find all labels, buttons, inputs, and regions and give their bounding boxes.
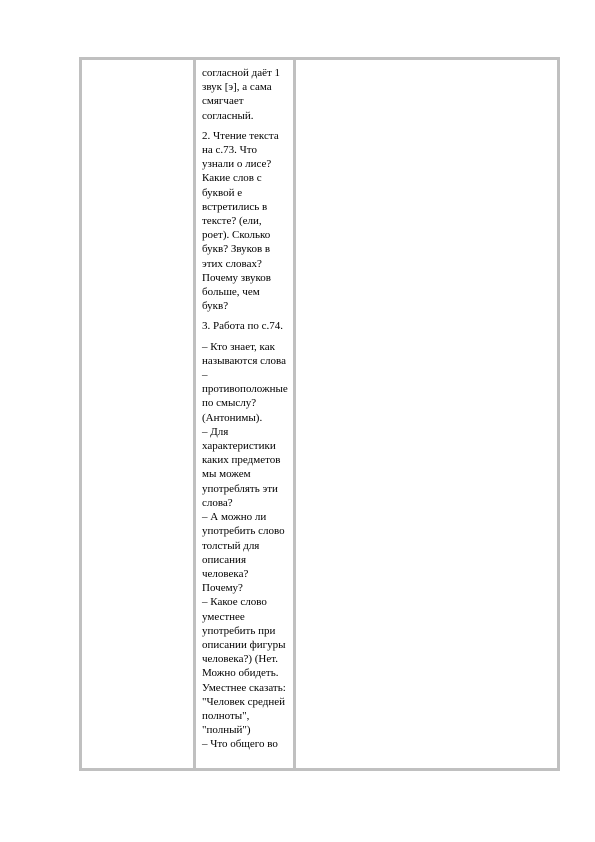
text-line: (Антонимы).: [202, 411, 263, 424]
text-line: противоположные: [202, 383, 288, 396]
text-line: 2. Чтение текста: [202, 129, 279, 142]
text-line: полноты",: [202, 709, 250, 722]
text-line: по смыслу?: [202, 397, 257, 410]
text-line: звук [э], а сама: [202, 81, 272, 94]
cell-text-stage: [82, 60, 193, 766]
text-line: – Что общего во: [202, 738, 278, 751]
text-line: слова?: [202, 496, 233, 509]
table-cell-activity: [196, 60, 296, 768]
text-line: употребить слово: [202, 525, 285, 538]
text-line: встретились в: [202, 200, 268, 213]
table-cell-stage: [82, 60, 196, 768]
text-line: толстый для: [202, 539, 260, 552]
paragraph-3: [202, 319, 289, 333]
text-line: "полный"): [202, 724, 251, 737]
text-line: называются слова: [202, 354, 286, 367]
text-line: человека?: [202, 567, 249, 580]
text-line: мы можем: [202, 468, 251, 481]
cell-text-notes: [296, 60, 557, 766]
lesson-plan-table: [79, 57, 560, 771]
text-line: Почему звуков: [202, 271, 271, 284]
text-line: согласный.: [202, 109, 254, 122]
text-line: "Человек средней: [202, 695, 285, 708]
text-line: – Кто знает, как: [202, 340, 275, 353]
text-line: согласной даёт 1: [202, 67, 281, 79]
text-line: описания: [202, 553, 247, 566]
text-line: каких предметов: [202, 454, 281, 467]
text-line: употребить при: [202, 624, 276, 637]
text-line: употреблять эти: [202, 482, 278, 495]
text-line: уместнее: [202, 610, 245, 623]
paragraph-1: [202, 66, 289, 123]
text-line: Почему?: [202, 582, 243, 595]
text-line: тексте? (ели,: [202, 215, 262, 228]
text-line: характеристики: [202, 440, 276, 453]
table-row: [82, 60, 557, 768]
text-line: буквой е: [202, 186, 243, 199]
text-line: описании фигуры: [202, 638, 286, 651]
text-line: – Какое слово: [202, 596, 267, 609]
text-line: Какие слов с: [202, 172, 262, 185]
table-cell-notes: [296, 60, 557, 768]
text-line: 3. Работа по с.74.: [202, 320, 284, 333]
text-line: этих словах?: [202, 257, 262, 270]
text-line: больше, чем: [202, 286, 260, 299]
text-line: узнали о лисе?: [202, 158, 272, 171]
text-line: – А можно ли: [202, 511, 267, 524]
text-line: букв? Звуков в: [202, 243, 271, 256]
text-line: человека?) (Нет.: [202, 653, 278, 666]
paragraph-4: [202, 340, 289, 752]
text-line: Можно обидеть.: [202, 667, 279, 680]
text-line: букв?: [202, 300, 229, 313]
text-line: Уместнее сказать:: [202, 681, 286, 694]
text-line: роет). Сколько: [202, 229, 271, 242]
text-line: на с.73. Что: [202, 144, 257, 157]
text-line: – Для: [202, 425, 229, 438]
paragraph-2: [202, 129, 289, 314]
text-line: –: [202, 369, 208, 382]
text-line: смягчает: [202, 95, 244, 108]
cell-text-activity: [196, 60, 293, 766]
